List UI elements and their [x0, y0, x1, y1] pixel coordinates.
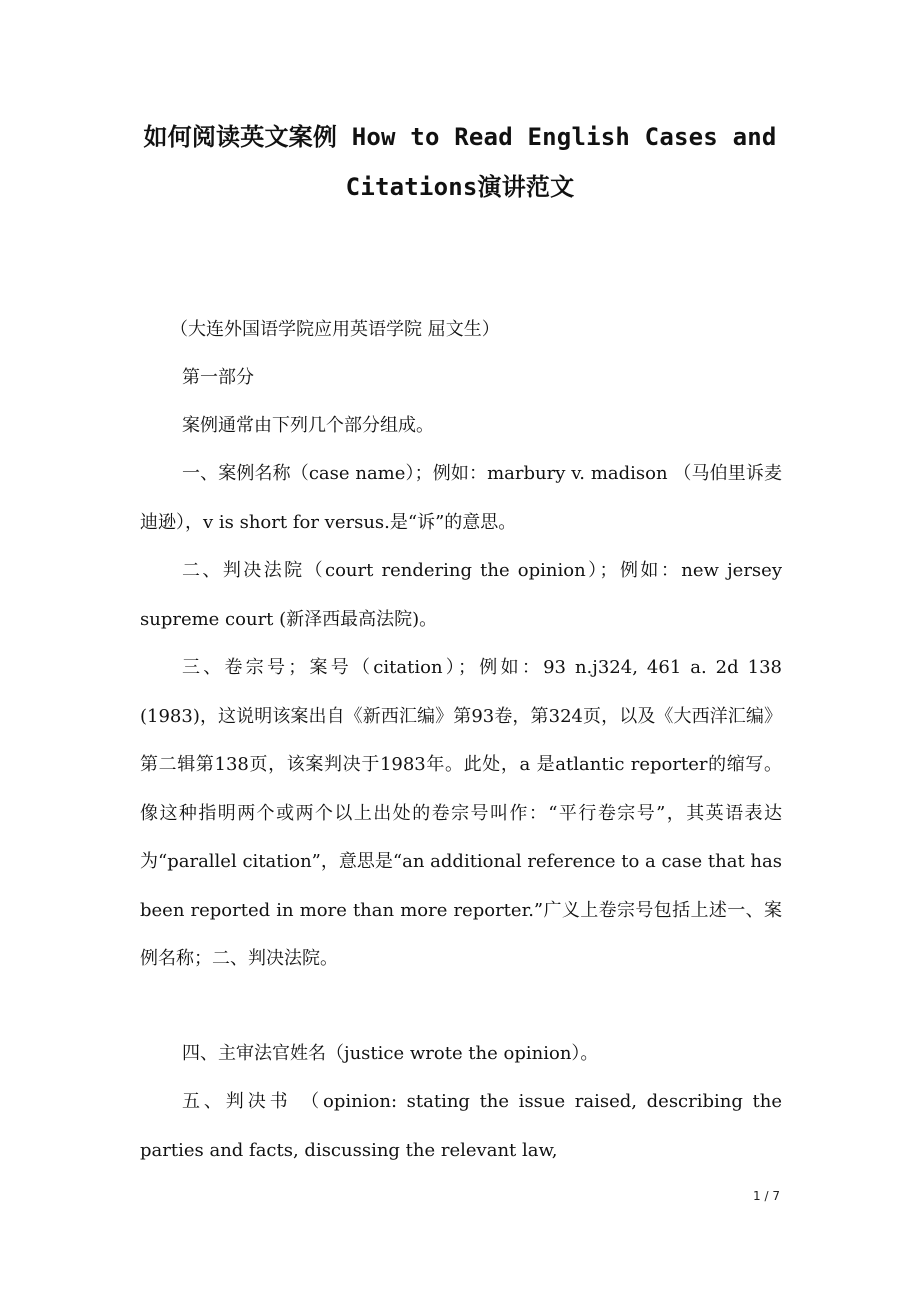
section-heading: 第一部分 [182, 367, 254, 388]
intro-paragraph: 案例通常由下列几个部分组成。 [182, 415, 434, 436]
item-opinion: 五、判决书 （opinion: stating the issue raised, describing the parties and facts, discussing the relevant law, [140, 1091, 782, 1161]
author-line: （大连外国语学院应用英语学院 屈文生） [170, 319, 500, 340]
item-justice: 四、主审法官姓名（justice wrote the opinion）。 [182, 1043, 599, 1064]
item-court: 二、判决法院（court rendering the opinion）；例如：new jersey supreme court (新泽西最高法院)。 [140, 560, 782, 630]
page-number: 1 / 7 [753, 1189, 780, 1203]
item-citation: 三、卷宗号；案号（citation）；例如：93 n.j324, 461 a. 2d 138 (1983)，这说明该案出自《新西汇编》第93卷，第324页，以及《大西洋汇编》第二辑第138页，该案判决于1983年。此处，a 是atlantic reporter的缩写。像这种指明两个或两个以上出处的卷宗号叫作：“平行卷宗号”，其英语表达为“parallel citation”，意思是“an additional reference to a case that has been reported in more than more reporter.”广义上卷宗号包括上述一、案例名称；二、判决法院。 [140, 657, 782, 969]
item-case-name: 一、案例名称（case name）；例如：marbury v. madison （马伯里诉麦迪逊），v is short for versus.是“诉”的意思。 [140, 463, 782, 533]
document-title: 如何阅读英文案例 How to Read English Cases and Citations演讲范文 [143, 123, 777, 201]
